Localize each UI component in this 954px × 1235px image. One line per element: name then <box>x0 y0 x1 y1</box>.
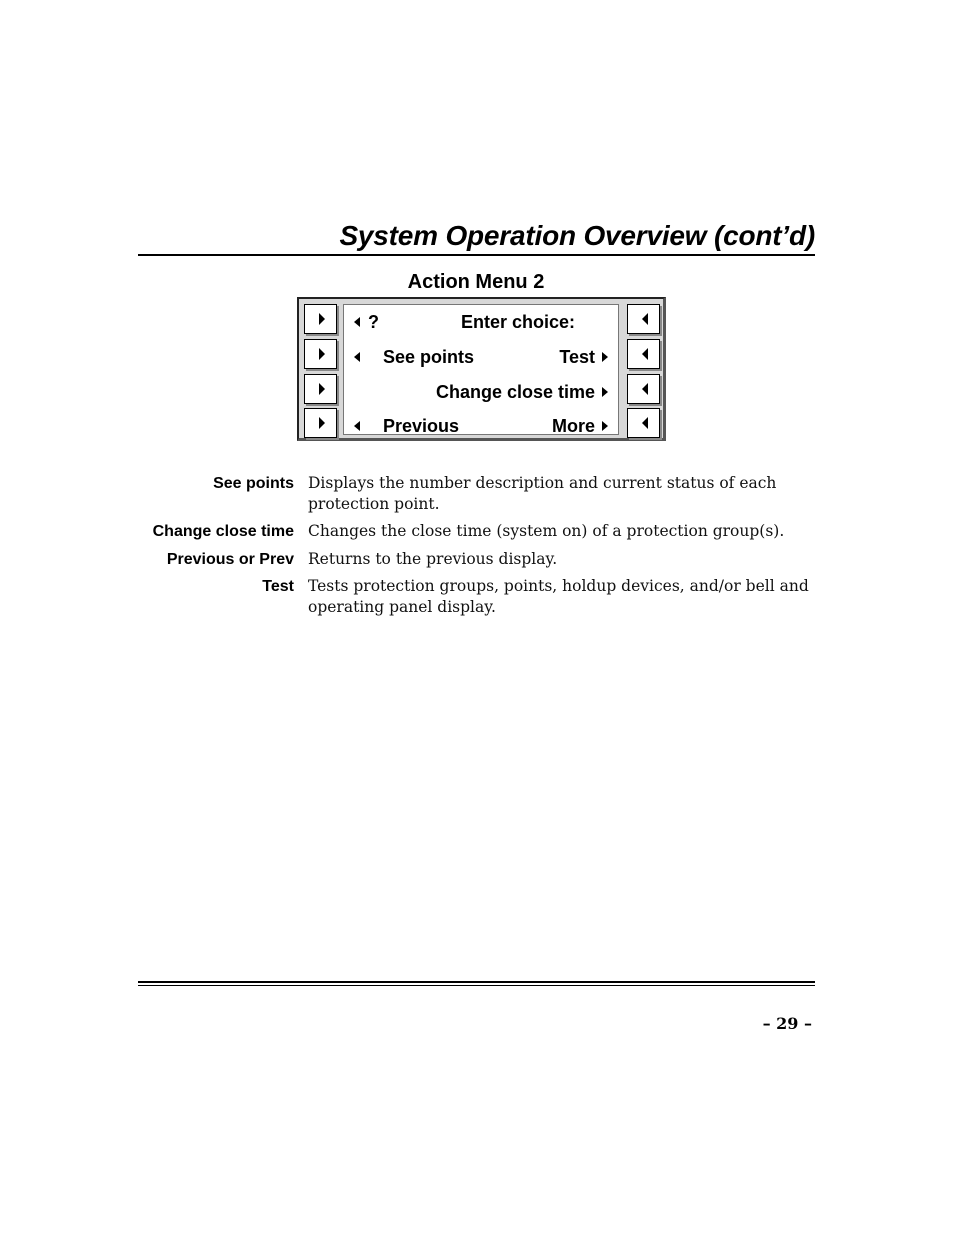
triangle-left-icon <box>642 348 648 360</box>
screen-line-2-left: See points <box>383 347 475 367</box>
left-key-2[interactable] <box>304 339 337 369</box>
triangle-left-icon <box>642 313 648 325</box>
definition-description: Returns to the previous display. <box>308 550 558 568</box>
title-rule <box>138 254 815 256</box>
menu-heading: Action Menu 2 <box>407 271 545 293</box>
right-key-4[interactable] <box>627 408 660 438</box>
triangle-right-icon <box>602 387 608 397</box>
left-key-3[interactable] <box>304 374 337 404</box>
screen-line-1-right: Enter choice: <box>461 312 576 332</box>
triangle-left-icon <box>354 317 360 327</box>
footer-rule <box>138 985 815 986</box>
page-number: – 29 – <box>762 1014 812 1033</box>
page-title: System Operation Overview (cont’d) <box>339 220 815 251</box>
footer-rule <box>138 981 815 983</box>
definition-term: Change close time <box>152 523 294 540</box>
right-key-1[interactable] <box>627 304 660 334</box>
definition-term: See points <box>213 475 294 492</box>
triangle-right-icon <box>319 417 325 429</box>
definition-term: Previous or Prev <box>166 551 294 568</box>
triangle-right-icon <box>319 313 325 325</box>
right-key-3[interactable] <box>627 374 660 404</box>
screen-line-4-right: More <box>551 416 595 436</box>
triangle-right-icon <box>602 421 608 431</box>
triangle-right-icon <box>602 352 608 362</box>
left-key-4[interactable] <box>304 408 337 438</box>
triangle-left-icon <box>354 421 360 431</box>
keypad-display <box>297 297 666 441</box>
right-key-2[interactable] <box>627 339 660 369</box>
triangle-right-icon <box>319 348 325 360</box>
lcd-screen <box>343 304 619 435</box>
triangle-left-icon <box>642 417 648 429</box>
screen-line-1-left: ? <box>368 312 379 332</box>
triangle-left-icon <box>354 352 360 362</box>
triangle-left-icon <box>642 383 648 395</box>
screen-line-3-right: Change close time <box>435 382 595 402</box>
definition-description: Tests protection groups, points, holdup devices, and/or bell and operating panel display. <box>308 577 809 616</box>
definition-description: Changes the close time (system on) of a protection group(s). <box>308 522 785 540</box>
screen-line-4-left: Previous <box>383 416 460 436</box>
screen-line-2-right: Test <box>559 347 595 367</box>
definition-term: Test <box>262 578 294 595</box>
triangle-right-icon <box>319 383 325 395</box>
definition-description: Displays the number description and current status of each protection point. <box>308 474 777 513</box>
left-key-1[interactable] <box>304 304 337 334</box>
